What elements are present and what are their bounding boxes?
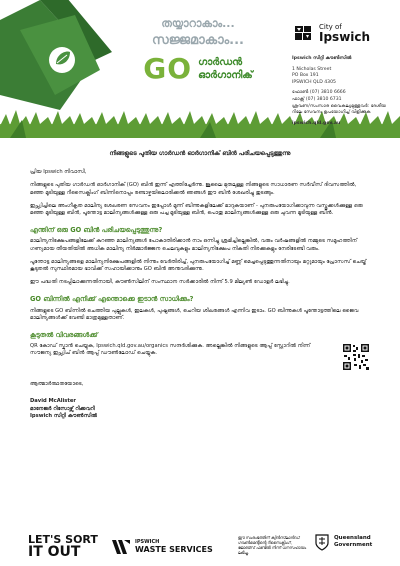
letter-title: നിങ്ങളുടെ പുതിയ ഗാർഡൻ ഓർഗാനിക് ബിൻ പരിചയപ്പെടുത്തുന്നു [109,150,291,157]
city-of-ipswich-logo [292,22,392,44]
go-subtitle-line1: ഗാർഡൻ [198,56,243,68]
iws-line2: WASTE SERVICES [135,545,213,554]
logo-big-text: Ipswich [319,29,371,44]
iws-line1: IPSWICH [135,539,160,545]
qr-code-icon[interactable] [342,343,370,371]
lets-sort-it-out-logo [28,533,98,559]
headline-line1: തയ്യാറാകാം... [161,17,235,30]
more-info-row [30,343,370,371]
letter-body [30,150,370,420]
council-name: Ipswich സിറ്റി കൗൺസിൽ [292,56,352,61]
phone-number: ഫോൺ (07) 3810 6666 [292,90,346,96]
waste-services-mark-icon [112,540,130,554]
section-heading-more-info: കൂടുതൽ വിവരങ്ങൾക്ക് [30,331,98,340]
intro-paragraph: ഇപ്സ്വിച്ചിലെ അംഗീകൃത മാലിന്യ ശേഖരണ സേവനം ഇപ്പോൾ മൂന്ന് ബിന്നുകളിലേക്ക് മാറുകയാണ് - പുനരുപയോഗിക്കാവുന്ന വസ്തുക്കൾക്കുള്ള ഒരു മഞ്ഞ മൂടിയുള്ള ബിൻ, പൂന്തോട്ട മാലിന്യങ്ങൾക്കുള്ള ഒരു പച്ച മൂടിയുള്ള ബിൻ, പൊതു മാലിന്യങ്ങൾക്കുള്ള ഒരു ചുവന്ന മൂടിയുള്ള ബിൻ. [30,202,363,217]
website-link[interactable]: ipswich.qld.gov.au [292,120,341,126]
why-paragraph: മാലിന്യനിക്ഷേപങ്ങളിലേക്ക് കുറഞ്ഞ മാലിന്യങ്ങൾ പോകാതിരിക്കാൻ നാം ഒന്നിച്ചു ശ്രമിച്ചില്ലെങ്കിൽ, വരും വർഷങ്ങളിൽ നമ്മുടെ സമൂഹത്തിന് ഗണ്യമായ തീയതിയിൽ അധിക മാലിന്യ നിർമ്മാർജ്ജന ചെലവുകളും മാലിന്യനിക്ഷേപ നികുതി നിരക്കുകളും നേരിടേണ്ടി വരും. [30,238,358,252]
section-heading-why: എന്തിന് ഒരു GO ബിൻ പരിചയപ്പെടുത്തുന്നു? [30,226,163,235]
what-paragraph: നിങ്ങളുടെ GO ബിന്നിൽ ചെത്തിയ പുല്ലുകൾ, ഇലകൾ, പുഷ്പങ്ങൾ, ചെറിയ ശിഖരങ്ങൾ എന്നിവ ഇടാം. GO ബിന്നുകൾ പൂന്തോട്ടത്തിലെ ജൈവ മാലിന്യങ്ങൾക്ക് വേണ്ടി മാത്രമുള്ളതാണ്. [30,307,359,321]
signer-organisation: Ipswich സിറ്റി കൗൺസിൽ [30,412,98,419]
closing: ആത്മാർത്ഥതയോടെ, [30,381,84,388]
why-paragraph: പൂന്തോട്ട മാലിന്യങ്ങളെ മാലിന്യനിക്ഷേപങ്ങളിൽ നിന്നും വേർതിരിച്ച്, പുനരുപയോഗിച്ച് മണ്ണ് മെച്ചപ്പെടുത്തുന്നതിനായും മറ്റുമായും പ്രോസസ് ചെയ്ത് കൂടുതൽ സുസ്ഥിരമായ ഭാവിക്ക് സഹായിക്കാനും GO ബിൻ അനുവദിക്കുന്നു. [30,258,367,273]
qld-line1: Queensland [334,535,371,541]
relay-service-note: ശ്രവണ/സംസാര വൈകല്യമുള്ളവർ: ദേശീയ റിലേ സേവനം ഉപയോഗിച്ച് വിളിക്കുക [292,103,387,116]
go-word: GO [143,52,193,85]
address-line: PO Box 191 [292,73,319,79]
address-line: IPSWICH QLD 4305 [292,79,336,85]
go-subtitle-line2: ഓർഗാനിക് [198,69,253,81]
section-heading-what: GO ബിന്നിൽ എനിക്ക് എന്തൊക്കെ ഇടാൻ സാധിക്കും? [30,295,194,304]
signer-role: മാനേജർ റിസോഴ്സ് റിക്കവറി [30,405,95,412]
lsio-line1: LET'S SORT [28,533,98,546]
ipswich-waste-services-logo [112,538,213,555]
footer-logos [0,527,400,566]
more-info-paragraph: QR കോഡ് സ്കാൻ ചെയ്യുക, Ipswich.qld.gov.au/organics സന്ദർശിക്കുക. അല്ലെങ്കിൽ നിങ്ങളുടെ ആപ്പ് സ്റ്റോറിൽ നിന്ന് സൗജന്യ ഇപ്സ്വിച് ബിൻ ആപ്പ് ഡൗൺലോഡ് ചെയ്യുക. [30,343,311,357]
lsio-line2: IT OUT [28,544,81,560]
contact-details [292,56,392,127]
fax-number: ഫാക്സ് (07) 3810 6731 [292,96,342,102]
intro-paragraph: നിങ്ങളുടെ പുതിയ ഗാർഡൻ ഓർഗാനിക് (GO) ബിൻ ഇന്ന് എത്തിച്ചേർന്നു. ജൂലൈ മുതലുള്ള നിങ്ങളുടെ സാധാരണ സർവീസ് ദിവസത്തിൽ, മഞ്ഞ മൂടിയുള്ള റീസൈക്ലിംഗ് ബിന്നിനൊപ്പം രണ്ടാഴ്ചയിലൊരിക്കൽ ഞങ്ങൾ ഈ ബിൻ ശേഖരിച്ചു തുടങ്ങും. [30,182,357,196]
go-subtitle [198,56,253,82]
salutation: പ്രിയ Ipswich നിവാസി, [30,169,87,176]
signer-name: David McAlister [30,398,76,405]
ipswich-crest-icon [292,22,314,44]
council-sidebar [292,22,392,131]
qld-line2: Government [334,542,373,548]
queensland-government-logo [314,533,372,551]
signature-block [30,398,370,420]
funding-acknowledgement: ഈ സംരംഭത്തിന് ക്വീൻസ്‌ലാൻഡ് ഗവൺമെന്റിന്റെ റീസൈക്ലിംഗ്, ജോബ്സ് ഫണ്ടിൽ നിന്ന് ധനസഹായം ലഭിച്ചു. [238,535,307,555]
headline-line2: സജ്ജമാകാം... [152,33,244,48]
address-line: 1 Nicholas Street [292,66,332,72]
why-paragraph: ഈ പദ്ധതി നടപ്പിലാക്കുന്നതിനായി, കൗൺസിലിന് സംസ്ഥാന സർക്കാരിൽ നിന്ന് 5.9 മില്യൺ ഡോളർ ലഭിച്ചു. [30,279,290,286]
go-logo [118,52,278,85]
logo-small-text: City of [319,22,342,31]
queensland-crest-icon [314,533,330,551]
headline-block [118,15,278,85]
